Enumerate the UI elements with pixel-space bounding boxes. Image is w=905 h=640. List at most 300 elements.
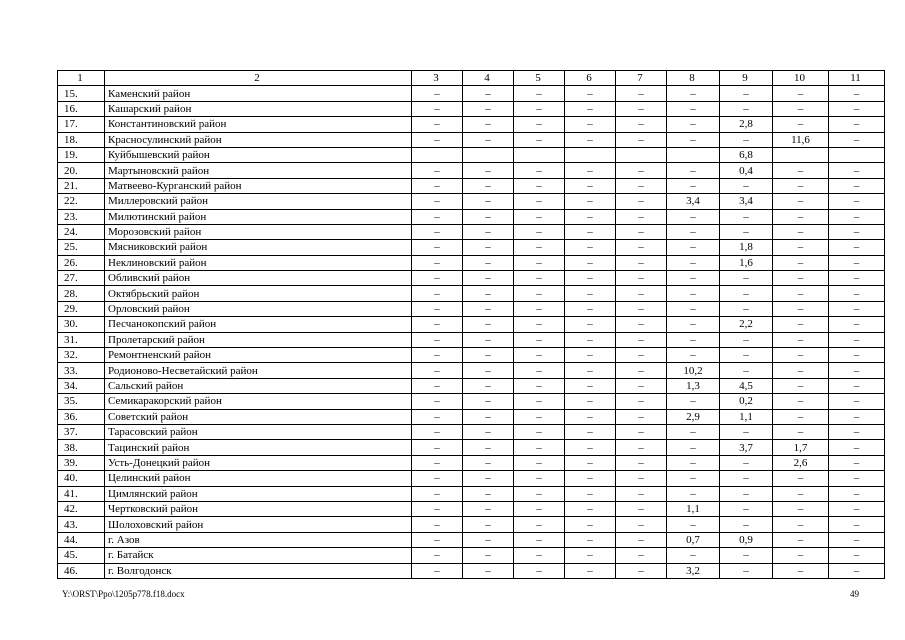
table-cell: – xyxy=(514,332,565,347)
row-number: 43. xyxy=(58,517,105,532)
table-cell: – xyxy=(773,424,829,439)
table-cell: – xyxy=(829,378,885,393)
table-cell: – xyxy=(565,440,616,455)
table-cell: – xyxy=(514,163,565,178)
table-cell: – xyxy=(773,548,829,563)
table-cell: 6,8 xyxy=(720,147,773,162)
row-number: 24. xyxy=(58,224,105,239)
table-cell: – xyxy=(829,332,885,347)
table-cell: – xyxy=(412,132,463,147)
table-cell: – xyxy=(565,455,616,470)
table-cell: – xyxy=(667,301,720,316)
table-cell: 1,8 xyxy=(720,240,773,255)
table-cell: – xyxy=(514,178,565,193)
table-cell: – xyxy=(829,209,885,224)
table-cell: – xyxy=(514,240,565,255)
table-cell: – xyxy=(667,209,720,224)
table-cell: – xyxy=(412,378,463,393)
table-cell: – xyxy=(829,194,885,209)
table-cell: – xyxy=(463,101,514,116)
table-cell: – xyxy=(463,348,514,363)
district-name: Каменский район xyxy=(105,86,412,101)
table-cell: 3,7 xyxy=(720,440,773,455)
table-cell: – xyxy=(616,424,667,439)
table-row xyxy=(58,194,885,209)
table-cell: – xyxy=(463,332,514,347)
table-cell: – xyxy=(667,255,720,270)
table-cell: – xyxy=(514,471,565,486)
table-cell: – xyxy=(720,286,773,301)
table-cell: – xyxy=(667,286,720,301)
table-cell: – xyxy=(773,394,829,409)
table-cell: – xyxy=(514,440,565,455)
row-number: 33. xyxy=(58,363,105,378)
table-cell: – xyxy=(773,194,829,209)
table-cell: – xyxy=(773,332,829,347)
table-cell: – xyxy=(667,86,720,101)
table-cell: – xyxy=(616,163,667,178)
table-row xyxy=(58,548,885,563)
table-cell: – xyxy=(829,301,885,316)
table-cell: – xyxy=(565,117,616,132)
table-cell: – xyxy=(773,101,829,116)
table-cell: – xyxy=(514,271,565,286)
table-row xyxy=(58,348,885,363)
table-cell: – xyxy=(667,471,720,486)
table-cell: – xyxy=(616,486,667,501)
table-cell: – xyxy=(616,317,667,332)
table-row xyxy=(58,317,885,332)
district-name: Цимлянский район xyxy=(105,486,412,501)
table-cell: – xyxy=(514,548,565,563)
table-row xyxy=(58,563,885,578)
table-cell: – xyxy=(463,240,514,255)
district-name: Константиновский район xyxy=(105,117,412,132)
district-name: Милютинский район xyxy=(105,209,412,224)
table-cell: – xyxy=(514,286,565,301)
table-cell: – xyxy=(667,117,720,132)
row-number: 36. xyxy=(58,409,105,424)
table-cell: – xyxy=(565,255,616,270)
table-cell: – xyxy=(463,86,514,101)
table-cell: – xyxy=(412,348,463,363)
table-cell: – xyxy=(412,255,463,270)
table-cell: – xyxy=(412,363,463,378)
table-cell xyxy=(667,147,720,162)
table-cell xyxy=(829,147,885,162)
table-cell: – xyxy=(773,501,829,516)
table-cell: – xyxy=(829,440,885,455)
district-name: Обливский район xyxy=(105,271,412,286)
table-cell: – xyxy=(412,424,463,439)
table-cell: 2,9 xyxy=(667,409,720,424)
row-number: 37. xyxy=(58,424,105,439)
table-cell: – xyxy=(412,117,463,132)
table-cell: 3,4 xyxy=(720,194,773,209)
table-cell xyxy=(773,147,829,162)
table-row xyxy=(58,486,885,501)
table-cell: – xyxy=(463,178,514,193)
table-cell: – xyxy=(616,132,667,147)
table-cell: – xyxy=(616,440,667,455)
table-cell: – xyxy=(412,224,463,239)
column-header: 10 xyxy=(773,71,829,86)
row-number: 16. xyxy=(58,101,105,116)
table-cell: 1,1 xyxy=(720,409,773,424)
table-cell: – xyxy=(829,271,885,286)
district-name: Красносулинский район xyxy=(105,132,412,147)
table-cell: – xyxy=(514,501,565,516)
table-cell: – xyxy=(829,471,885,486)
table-cell: – xyxy=(514,363,565,378)
row-number: 46. xyxy=(58,563,105,578)
table-cell: – xyxy=(514,194,565,209)
table-cell: – xyxy=(720,363,773,378)
table-cell: – xyxy=(463,455,514,470)
table-cell: – xyxy=(463,301,514,316)
table-cell: – xyxy=(829,224,885,239)
district-name: Миллеровский район xyxy=(105,194,412,209)
table-cell: – xyxy=(565,378,616,393)
table-cell: – xyxy=(720,471,773,486)
table-cell: – xyxy=(565,178,616,193)
row-number: 44. xyxy=(58,532,105,547)
table-cell: – xyxy=(773,271,829,286)
table-cell: – xyxy=(565,348,616,363)
table-cell: – xyxy=(773,117,829,132)
table-cell: – xyxy=(565,486,616,501)
table-cell: – xyxy=(829,394,885,409)
table-cell: – xyxy=(720,332,773,347)
table-cell xyxy=(412,147,463,162)
table-cell: – xyxy=(463,132,514,147)
table-cell: – xyxy=(720,548,773,563)
table-cell: – xyxy=(667,178,720,193)
district-name: Песчанокопский район xyxy=(105,317,412,332)
table-cell: – xyxy=(412,532,463,547)
table-cell: – xyxy=(829,286,885,301)
table-cell: – xyxy=(412,394,463,409)
table-row xyxy=(58,163,885,178)
table-cell: – xyxy=(616,348,667,363)
district-name: Кашарский район xyxy=(105,101,412,116)
table-row xyxy=(58,378,885,393)
table-cell: – xyxy=(667,440,720,455)
table-cell: – xyxy=(829,240,885,255)
district-name: Ремонтненский район xyxy=(105,348,412,363)
table-cell: – xyxy=(463,532,514,547)
table-cell: – xyxy=(773,363,829,378)
table-cell: – xyxy=(829,455,885,470)
row-number: 42. xyxy=(58,501,105,516)
table-cell: – xyxy=(720,486,773,501)
table-cell: – xyxy=(829,532,885,547)
table-cell: – xyxy=(463,548,514,563)
district-name: Родионово-Несветайский район xyxy=(105,363,412,378)
table-cell: 1,1 xyxy=(667,501,720,516)
table-row xyxy=(58,394,885,409)
table-cell: – xyxy=(667,101,720,116)
table-cell: – xyxy=(412,517,463,532)
table-cell: – xyxy=(720,209,773,224)
table-row xyxy=(58,424,885,439)
table-cell: – xyxy=(616,394,667,409)
row-number: 17. xyxy=(58,117,105,132)
table-cell: – xyxy=(412,409,463,424)
table-cell: – xyxy=(829,424,885,439)
table-cell: – xyxy=(565,163,616,178)
table-cell: – xyxy=(773,409,829,424)
table-cell: – xyxy=(463,224,514,239)
table-row xyxy=(58,255,885,270)
table-cell: – xyxy=(616,255,667,270)
table-cell: – xyxy=(773,178,829,193)
table-cell: – xyxy=(829,163,885,178)
row-number: 26. xyxy=(58,255,105,270)
table-cell: 11,6 xyxy=(773,132,829,147)
table-cell: – xyxy=(773,163,829,178)
table-cell: – xyxy=(514,378,565,393)
row-number: 29. xyxy=(58,301,105,316)
table-cell: – xyxy=(829,563,885,578)
table-cell: – xyxy=(616,178,667,193)
table-cell: 1,3 xyxy=(667,378,720,393)
table-row xyxy=(58,517,885,532)
table-cell: – xyxy=(667,517,720,532)
table-cell: – xyxy=(565,301,616,316)
table-cell: – xyxy=(616,332,667,347)
table-cell: – xyxy=(514,209,565,224)
table-cell xyxy=(616,147,667,162)
district-name: г. Батайск xyxy=(105,548,412,563)
data-table xyxy=(57,70,885,579)
table-cell: – xyxy=(720,271,773,286)
table-cell: – xyxy=(565,517,616,532)
table-cell: 1,6 xyxy=(720,255,773,270)
table-row xyxy=(58,271,885,286)
table-cell: – xyxy=(565,471,616,486)
district-name: Мясниковский район xyxy=(105,240,412,255)
table-row xyxy=(58,86,885,101)
table-cell: 0,7 xyxy=(667,532,720,547)
table-cell: – xyxy=(773,224,829,239)
table-row xyxy=(58,240,885,255)
table-cell: – xyxy=(773,255,829,270)
row-number: 21. xyxy=(58,178,105,193)
table-cell: – xyxy=(720,101,773,116)
table-cell: – xyxy=(514,517,565,532)
table-cell: – xyxy=(412,271,463,286)
table-row xyxy=(58,363,885,378)
table-cell: – xyxy=(412,471,463,486)
table-cell: – xyxy=(514,317,565,332)
table-cell: – xyxy=(514,409,565,424)
table-cell: – xyxy=(565,563,616,578)
table-cell: 2,6 xyxy=(773,455,829,470)
column-header: 4 xyxy=(463,71,514,86)
table-row xyxy=(58,101,885,116)
table-row xyxy=(58,501,885,516)
row-number: 19. xyxy=(58,147,105,162)
table-cell: – xyxy=(463,378,514,393)
row-number: 18. xyxy=(58,132,105,147)
table-cell: – xyxy=(667,132,720,147)
table-cell: 2,8 xyxy=(720,117,773,132)
column-header: 6 xyxy=(565,71,616,86)
table-cell: – xyxy=(565,363,616,378)
table-cell: – xyxy=(667,163,720,178)
row-number: 31. xyxy=(58,332,105,347)
table-cell: – xyxy=(616,455,667,470)
district-name: Пролетарский район xyxy=(105,332,412,347)
table-cell: – xyxy=(773,240,829,255)
table-cell: – xyxy=(412,317,463,332)
table-cell: – xyxy=(773,517,829,532)
table-cell: – xyxy=(616,532,667,547)
table-row xyxy=(58,532,885,547)
table-cell: – xyxy=(565,194,616,209)
table-cell: – xyxy=(463,440,514,455)
table-cell: – xyxy=(565,132,616,147)
row-number: 34. xyxy=(58,378,105,393)
district-name: Сальский район xyxy=(105,378,412,393)
table-cell: – xyxy=(616,209,667,224)
table-cell: – xyxy=(463,501,514,516)
district-name: Чертковский район xyxy=(105,501,412,516)
table-cell: – xyxy=(616,471,667,486)
table-cell: – xyxy=(829,117,885,132)
table-row xyxy=(58,332,885,347)
row-number: 39. xyxy=(58,455,105,470)
table-cell: – xyxy=(616,117,667,132)
table-cell: 3,4 xyxy=(667,194,720,209)
table-cell: – xyxy=(412,194,463,209)
table-cell: – xyxy=(720,348,773,363)
table-cell: – xyxy=(829,363,885,378)
district-name: Мартыновский район xyxy=(105,163,412,178)
table-cell: – xyxy=(773,301,829,316)
district-name: Шолоховский район xyxy=(105,517,412,532)
table-cell: – xyxy=(773,378,829,393)
table-cell: – xyxy=(565,424,616,439)
column-header: 3 xyxy=(412,71,463,86)
table-cell: – xyxy=(463,563,514,578)
table-cell xyxy=(463,147,514,162)
table-cell: – xyxy=(565,317,616,332)
table-cell: – xyxy=(616,86,667,101)
table-cell: – xyxy=(616,363,667,378)
table-cell: – xyxy=(463,271,514,286)
district-name: Неклиновский район xyxy=(105,255,412,270)
table-cell: – xyxy=(616,240,667,255)
table-cell: – xyxy=(616,286,667,301)
district-name: Тацинский район xyxy=(105,440,412,455)
table-cell: – xyxy=(463,363,514,378)
district-name: Орловский район xyxy=(105,301,412,316)
column-header: 11 xyxy=(829,71,885,86)
district-name: г. Азов xyxy=(105,532,412,547)
table-cell: – xyxy=(720,517,773,532)
table-cell xyxy=(514,147,565,162)
table-cell: 0,4 xyxy=(720,163,773,178)
table-cell: – xyxy=(463,517,514,532)
table-cell: – xyxy=(412,455,463,470)
table-cell: – xyxy=(463,409,514,424)
row-number: 30. xyxy=(58,317,105,332)
table-cell: 0,9 xyxy=(720,532,773,547)
column-header: 1 xyxy=(58,71,105,86)
table-cell: – xyxy=(720,424,773,439)
table-cell: – xyxy=(616,548,667,563)
table-cell: – xyxy=(616,101,667,116)
table-cell: – xyxy=(667,548,720,563)
table-cell: – xyxy=(463,163,514,178)
table-cell: – xyxy=(829,178,885,193)
table-row xyxy=(58,409,885,424)
table-cell: – xyxy=(773,348,829,363)
page-number: 49 xyxy=(850,589,859,599)
table-cell: – xyxy=(829,132,885,147)
table-cell: – xyxy=(514,117,565,132)
table-cell: – xyxy=(514,101,565,116)
table-cell: – xyxy=(616,409,667,424)
table-cell: – xyxy=(412,209,463,224)
table-cell: 4,5 xyxy=(720,378,773,393)
table-cell: – xyxy=(829,517,885,532)
table-cell: – xyxy=(412,486,463,501)
table-cell: – xyxy=(514,455,565,470)
table-row xyxy=(58,209,885,224)
table-cell: – xyxy=(514,532,565,547)
table-header-row xyxy=(58,71,885,86)
table-cell: – xyxy=(667,348,720,363)
table-cell: – xyxy=(514,348,565,363)
table-cell: – xyxy=(616,224,667,239)
table-cell: – xyxy=(565,332,616,347)
table-cell: – xyxy=(412,101,463,116)
table-cell: – xyxy=(773,532,829,547)
table-cell: 1,7 xyxy=(773,440,829,455)
table-row xyxy=(58,440,885,455)
table-cell: – xyxy=(720,501,773,516)
table-cell: – xyxy=(616,194,667,209)
row-number: 45. xyxy=(58,548,105,563)
table-cell: – xyxy=(773,471,829,486)
row-number: 22. xyxy=(58,194,105,209)
table-cell: – xyxy=(829,486,885,501)
table-cell: – xyxy=(565,548,616,563)
table-cell: – xyxy=(616,501,667,516)
table-cell: – xyxy=(514,132,565,147)
column-header: 7 xyxy=(616,71,667,86)
table-cell: – xyxy=(829,348,885,363)
row-number: 35. xyxy=(58,394,105,409)
table-cell: – xyxy=(720,86,773,101)
table-cell: – xyxy=(412,548,463,563)
table-cell: 2,2 xyxy=(720,317,773,332)
table-cell: – xyxy=(565,271,616,286)
table-cell: – xyxy=(773,486,829,501)
district-name: Куйбышевский район xyxy=(105,147,412,162)
table-cell: – xyxy=(667,271,720,286)
table-row xyxy=(58,286,885,301)
table-cell: – xyxy=(720,563,773,578)
table-cell: – xyxy=(616,517,667,532)
table-row xyxy=(58,117,885,132)
table-cell: – xyxy=(412,501,463,516)
district-name: г. Волгодонск xyxy=(105,563,412,578)
district-name: Усть-Донецкий район xyxy=(105,455,412,470)
